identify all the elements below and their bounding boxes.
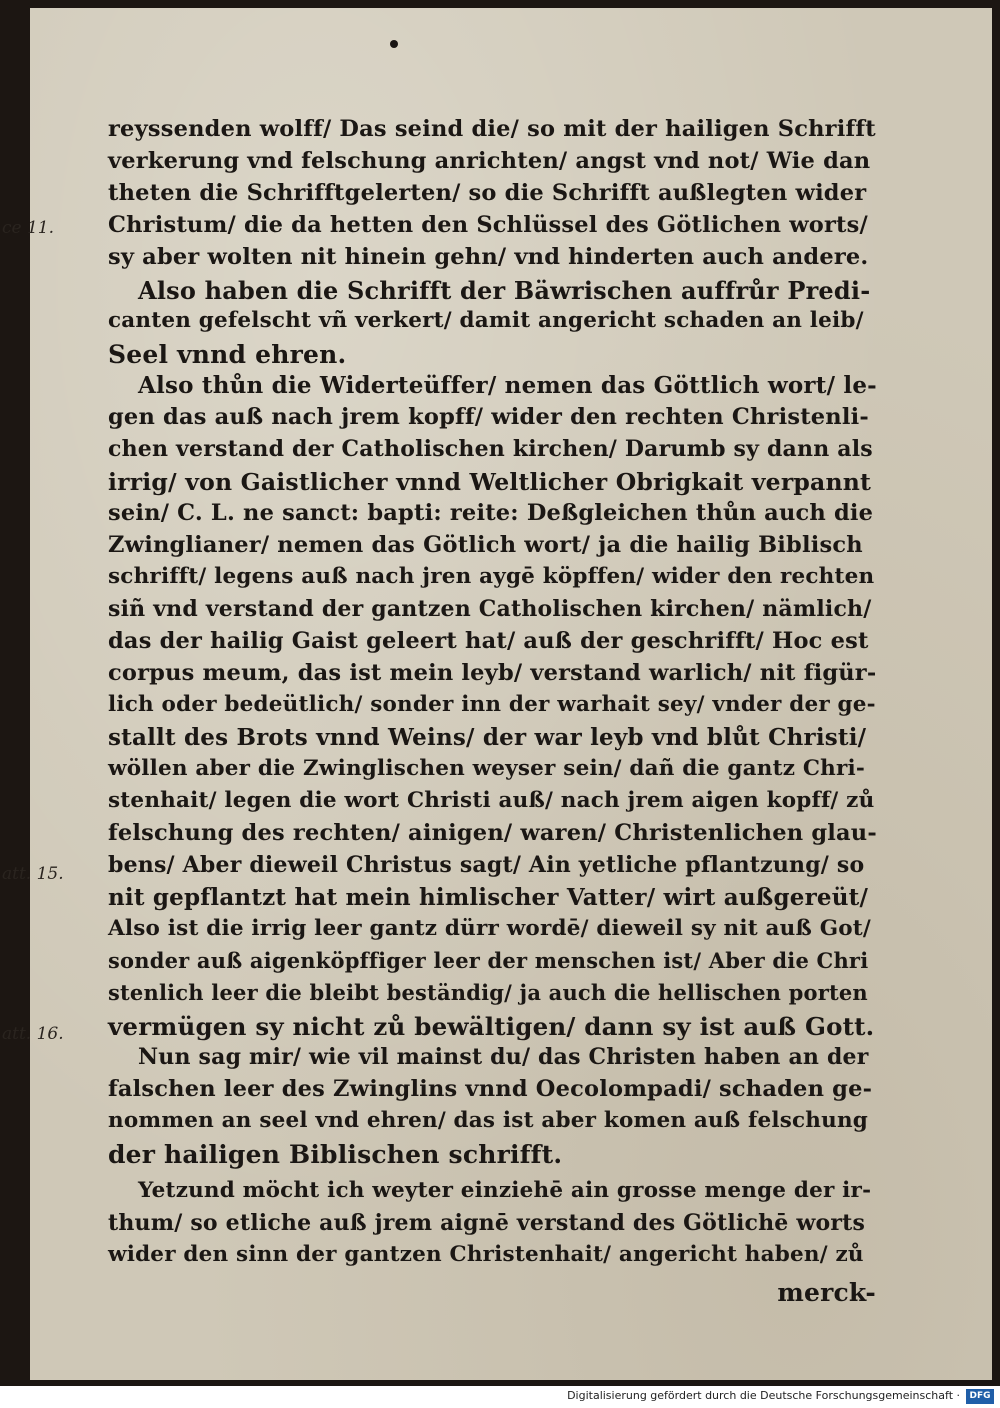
text-line: Also thůn die Widerteüffer/ nemen das Göttlich wort/ le-: [138, 372, 877, 399]
text-line: verkerung vnd felschung anrichten/ angst vnd not/ Wie dan: [108, 148, 871, 174]
text-line: chen verstand der Catholischen kirchen/ Darumb sy dann als: [108, 436, 873, 462]
text-line: sein/ C. L. ne sanct: bapti: reite: Deßgleichen thůn auch die: [108, 500, 874, 526]
text-line: sonder auß aigenköpffiger leer der menschen ist/ Aber die Chri: [108, 948, 869, 973]
text-line: Yetzund möcht ich weyter einziehē ain grosse menge der ir-: [138, 1178, 872, 1203]
margin-note: att. 15.: [2, 864, 64, 884]
text-line: theten die Schrifftgelerten/ so die Schrifft außlegten wider: [108, 180, 867, 206]
page-mark: [390, 40, 398, 48]
text-line: felschung des rechten/ ainigen/ waren/ Christenlichen glau-: [108, 820, 877, 846]
text-line: der hailigen Biblischen schrifft.: [108, 1140, 563, 1169]
text-line: nit gepflantzt hat mein himlischer Vatter/ wirt außgereüt/: [108, 884, 869, 911]
text-line: stallt des Brots vnnd Weins/ der war leyb vnd blůt Christi/: [108, 724, 867, 751]
text-line: Also ist die irrig leer gantz dürr wordē/ dieweil sy nit auß Got/: [108, 916, 871, 941]
text-line: thum/ so etliche auß jrem aignē verstand des Götlichē worts: [108, 1210, 866, 1236]
text-line: corpus meum, das ist mein leyb/ verstand warlich/ nit figür-: [108, 660, 877, 686]
text-line: sy aber wolten nit hinein gehn/ vnd hinderten auch andere.: [108, 244, 869, 270]
text-line: stenhait/ legen die wort Christi auß/ nach jrem aigen kopff/ zů: [108, 788, 875, 813]
text-line: wöllen aber die Zwinglischen weyser sein/ dañ die gantz Chri-: [108, 756, 866, 781]
text-line: bens/ Aber dieweil Christus sagt/ Ain yetliche pflantzung/ so: [108, 852, 865, 878]
text-line: nommen an seel vnd ehren/ das ist aber komen auß felschung: [108, 1108, 869, 1133]
text-line: das der hailig Gaist geleert hat/ auß der geschrifft/ Hoc est: [108, 628, 869, 654]
text-line: Nun sag mir/ wie vil mainst du/ das Christen haben an der: [138, 1044, 869, 1070]
text-line: Christum/ die da hetten den Schlüssel des Götlichen worts/: [108, 212, 868, 238]
text-line: stenlich leer die bleibt beständig/ ja auch die hellischen porten: [108, 980, 868, 1005]
text-line: wider den sinn der gantzen Christenhait/ angericht haben/ zů: [108, 1242, 864, 1267]
book-page: [30, 8, 992, 1380]
funding-credit: Digitalisierung gefördert durch die Deutsche Forschungsgemeinschaft ·: [567, 1389, 960, 1402]
catchword: merck-: [777, 1278, 876, 1307]
footer-bar: [0, 1386, 1000, 1408]
text-line: canten gefelscht vñ verkert/ damit angericht schaden an leib/: [108, 308, 864, 333]
text-line: vermügen sy nicht zů bewältigen/ dann sy ist auß Gott.: [108, 1012, 875, 1041]
text-line: Seel vnnd ehren.: [108, 340, 347, 369]
text-line: Zwinglianer/ nemen das Götlich wort/ ja die hailig Biblisch: [108, 532, 863, 558]
text-line: falschen leer des Zwinglins vnnd Oecolompadi/ schaden ge-: [108, 1076, 873, 1102]
dfg-logo: DFG: [966, 1389, 994, 1404]
text-line: reyssenden wolff/ Das seind die/ so mit der hailigen Schrifft: [108, 116, 876, 142]
text-line: irrig/ von Gaistlicher vnnd Weltlicher Obrigkait verpannt: [108, 468, 872, 496]
text-line: gen das auß nach jrem kopff/ wider den rechten Christenli-: [108, 404, 869, 430]
margin-note: att. 16.: [2, 1024, 64, 1044]
text-line: lich oder bedeütlich/ sonder inn der warhait sey/ vnder der ge-: [108, 692, 876, 717]
text-line: siñ vnd verstand der gantzen Catholischen kirchen/ nämlich/: [108, 596, 872, 622]
margin-note: ce 11.: [2, 218, 55, 238]
text-line: Also haben die Schrifft der Bäwrischen auffrůr Predi-: [138, 276, 871, 305]
text-line: schrifft/ legens auß nach jren aygē köpffen/ wider den rechten: [108, 564, 875, 589]
